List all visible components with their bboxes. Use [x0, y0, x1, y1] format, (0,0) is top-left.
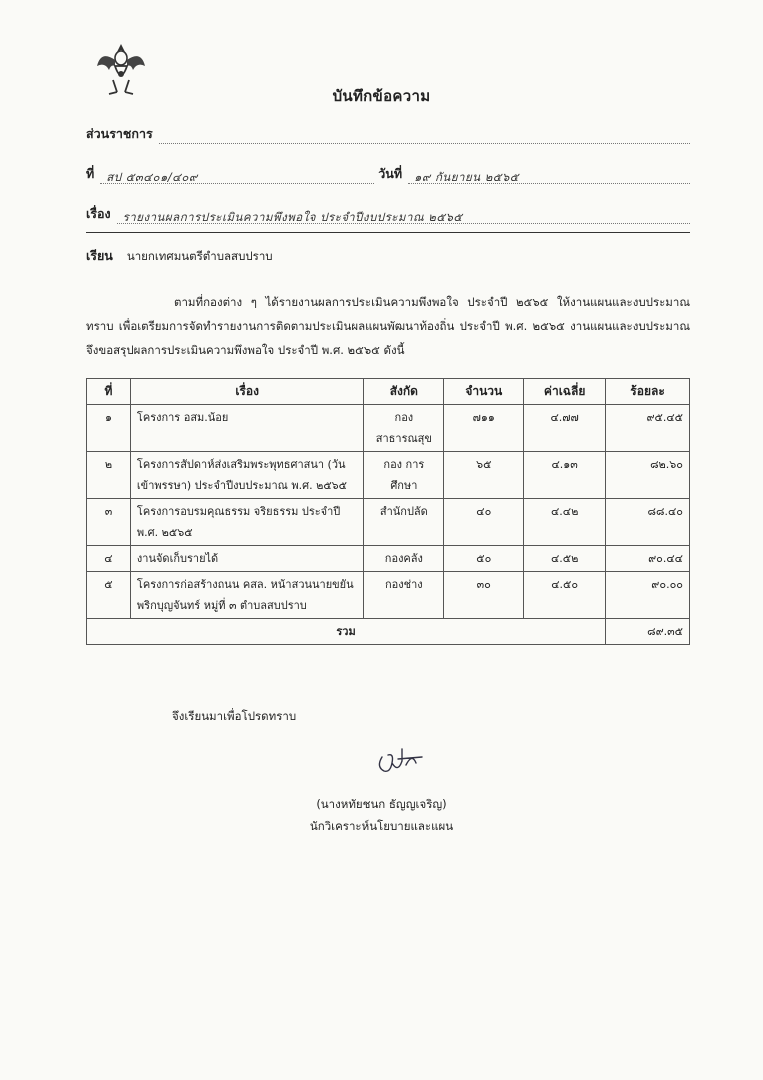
header-pct: ร้อยละ: [606, 379, 690, 405]
cell-count: ๓๐: [444, 572, 524, 619]
cell-dept: กองช่าง: [364, 572, 444, 619]
document-title: บันทึกข้อความ: [332, 87, 431, 105]
table-total-row: [87, 619, 690, 645]
cell-subject: โครงการ อสม.น้อย: [130, 405, 363, 452]
ref-date-line: [86, 164, 690, 184]
table-row: [87, 572, 690, 619]
subject-label: เรื่อง: [86, 206, 111, 221]
cell-avg: ๔.๕๒: [524, 546, 606, 572]
cell-dept: กอง สาธารณสุข: [364, 405, 444, 452]
cell-count: ๔๐: [444, 499, 524, 546]
table-row: [87, 452, 690, 499]
agency-label: ส่วนราชการ: [86, 126, 153, 141]
cell-no: ๒: [87, 452, 131, 499]
cell-avg: ๔.๕๐: [524, 572, 606, 619]
subject-value: รายงานผลการประเมินความพึงพอใจ ประจำปีงบประมาณ ๒๕๖๕: [117, 209, 690, 224]
cell-count: ๖๕: [444, 452, 524, 499]
cell-no: ๔: [87, 546, 131, 572]
cell-count: ๕๐: [444, 546, 524, 572]
header-dept: สังกัด: [364, 379, 444, 405]
cell-pct: ๙๕.๔๕: [606, 405, 690, 452]
header-count: จำนวน: [444, 379, 524, 405]
ref-label: ที่: [86, 166, 95, 181]
to-label: เรียน: [86, 248, 113, 263]
cell-no: ๓: [87, 499, 131, 546]
cell-pct: ๙๐.๐๐: [606, 572, 690, 619]
signer-name: (นางหทัยชนก ธัญญเจริญ): [316, 797, 447, 811]
cell-dept: กอง การศึกษา: [364, 452, 444, 499]
cell-avg: ๔.๔๒: [524, 499, 606, 546]
header-no: ที่: [87, 379, 131, 405]
agency-value: [159, 129, 690, 144]
cell-dept: กองคลัง: [364, 546, 444, 572]
header-avg: ค่าเฉลี่ย: [524, 379, 606, 405]
cell-subject: งานจัดเก็บรายได้: [130, 546, 363, 572]
satisfaction-table: [86, 378, 690, 645]
closing-text: จึงเรียนมาเพื่อโปรดทราบ: [172, 709, 297, 723]
cell-subject: โครงการสัปดาห์ส่งเสริมพระพุทธศาสนา (วันเข้าพรรษา) ประจำปีงบประมาณ พ.ศ. ๒๕๖๕: [130, 452, 363, 499]
agency-line: [86, 124, 690, 144]
cell-no: ๕: [87, 572, 131, 619]
cell-subject: โครงการก่อสร้างถนน คสล. หน้าสวนนายขยัน พริกบุญจันทร์ หมู่ที่ ๓ ตำบลสบปราบ: [130, 572, 363, 619]
cell-count: ๗๑๑: [444, 405, 524, 452]
cell-dept: สำนักปลัด: [364, 499, 444, 546]
header-subject: เรื่อง: [130, 379, 363, 405]
to-line: [86, 246, 690, 266]
signature-mark-icon: [372, 745, 428, 779]
signer-position: นักวิเคราะห์นโยบายและแผน: [309, 819, 454, 833]
cell-avg: ๔.๑๓: [524, 452, 606, 499]
cell-subject: โครงการอบรมคุณธรรม จริยธรรม ประจำปี พ.ศ. ๒๕๖๕: [130, 499, 363, 546]
header-divider: [86, 232, 690, 233]
total-pct: ๘๙.๓๕: [606, 619, 690, 645]
table-row: [87, 499, 690, 546]
table-header-row: [87, 379, 690, 405]
body-paragraph: [86, 290, 690, 362]
cell-no: ๑: [87, 405, 131, 452]
table-row: [87, 405, 690, 452]
date-label: วันที่: [378, 166, 403, 181]
cell-pct: ๘๒.๖๐: [606, 452, 690, 499]
table-row: [87, 546, 690, 572]
date-value: ๑๙ กันยายน ๒๕๖๕: [408, 169, 690, 184]
cell-pct: ๘๘.๔๐: [606, 499, 690, 546]
total-label: รวม: [87, 619, 606, 645]
cell-pct: ๙๐.๔๔: [606, 546, 690, 572]
subject-line: [86, 204, 690, 224]
cell-avg: ๔.๗๗: [524, 405, 606, 452]
to-value: นายกเทศมนตรีตำบลสบปราบ: [126, 249, 273, 263]
body-text: ตามที่กองต่าง ๆ ได้รายงานผลการประเมินความพึงพอใจ ประจำปี ๒๕๖๕ ให้งานแผนและงบประมาณทราบ เพื่อเตรียมการจัดทำรายงานการติดตามประเมินผลแผนพัฒนาท้องถิ่น ประจำปี พ.ศ. ๒๕๖๕ งานแผนและงบประมาณ จึงขอสรุปผลการประเมินความพึงพอใจ ประจำปี พ.ศ. ๒๕๖๕ ดังนี้: [86, 295, 690, 357]
ref-value: สป ๕๓๔๐๑/๔๐๙: [100, 169, 374, 184]
